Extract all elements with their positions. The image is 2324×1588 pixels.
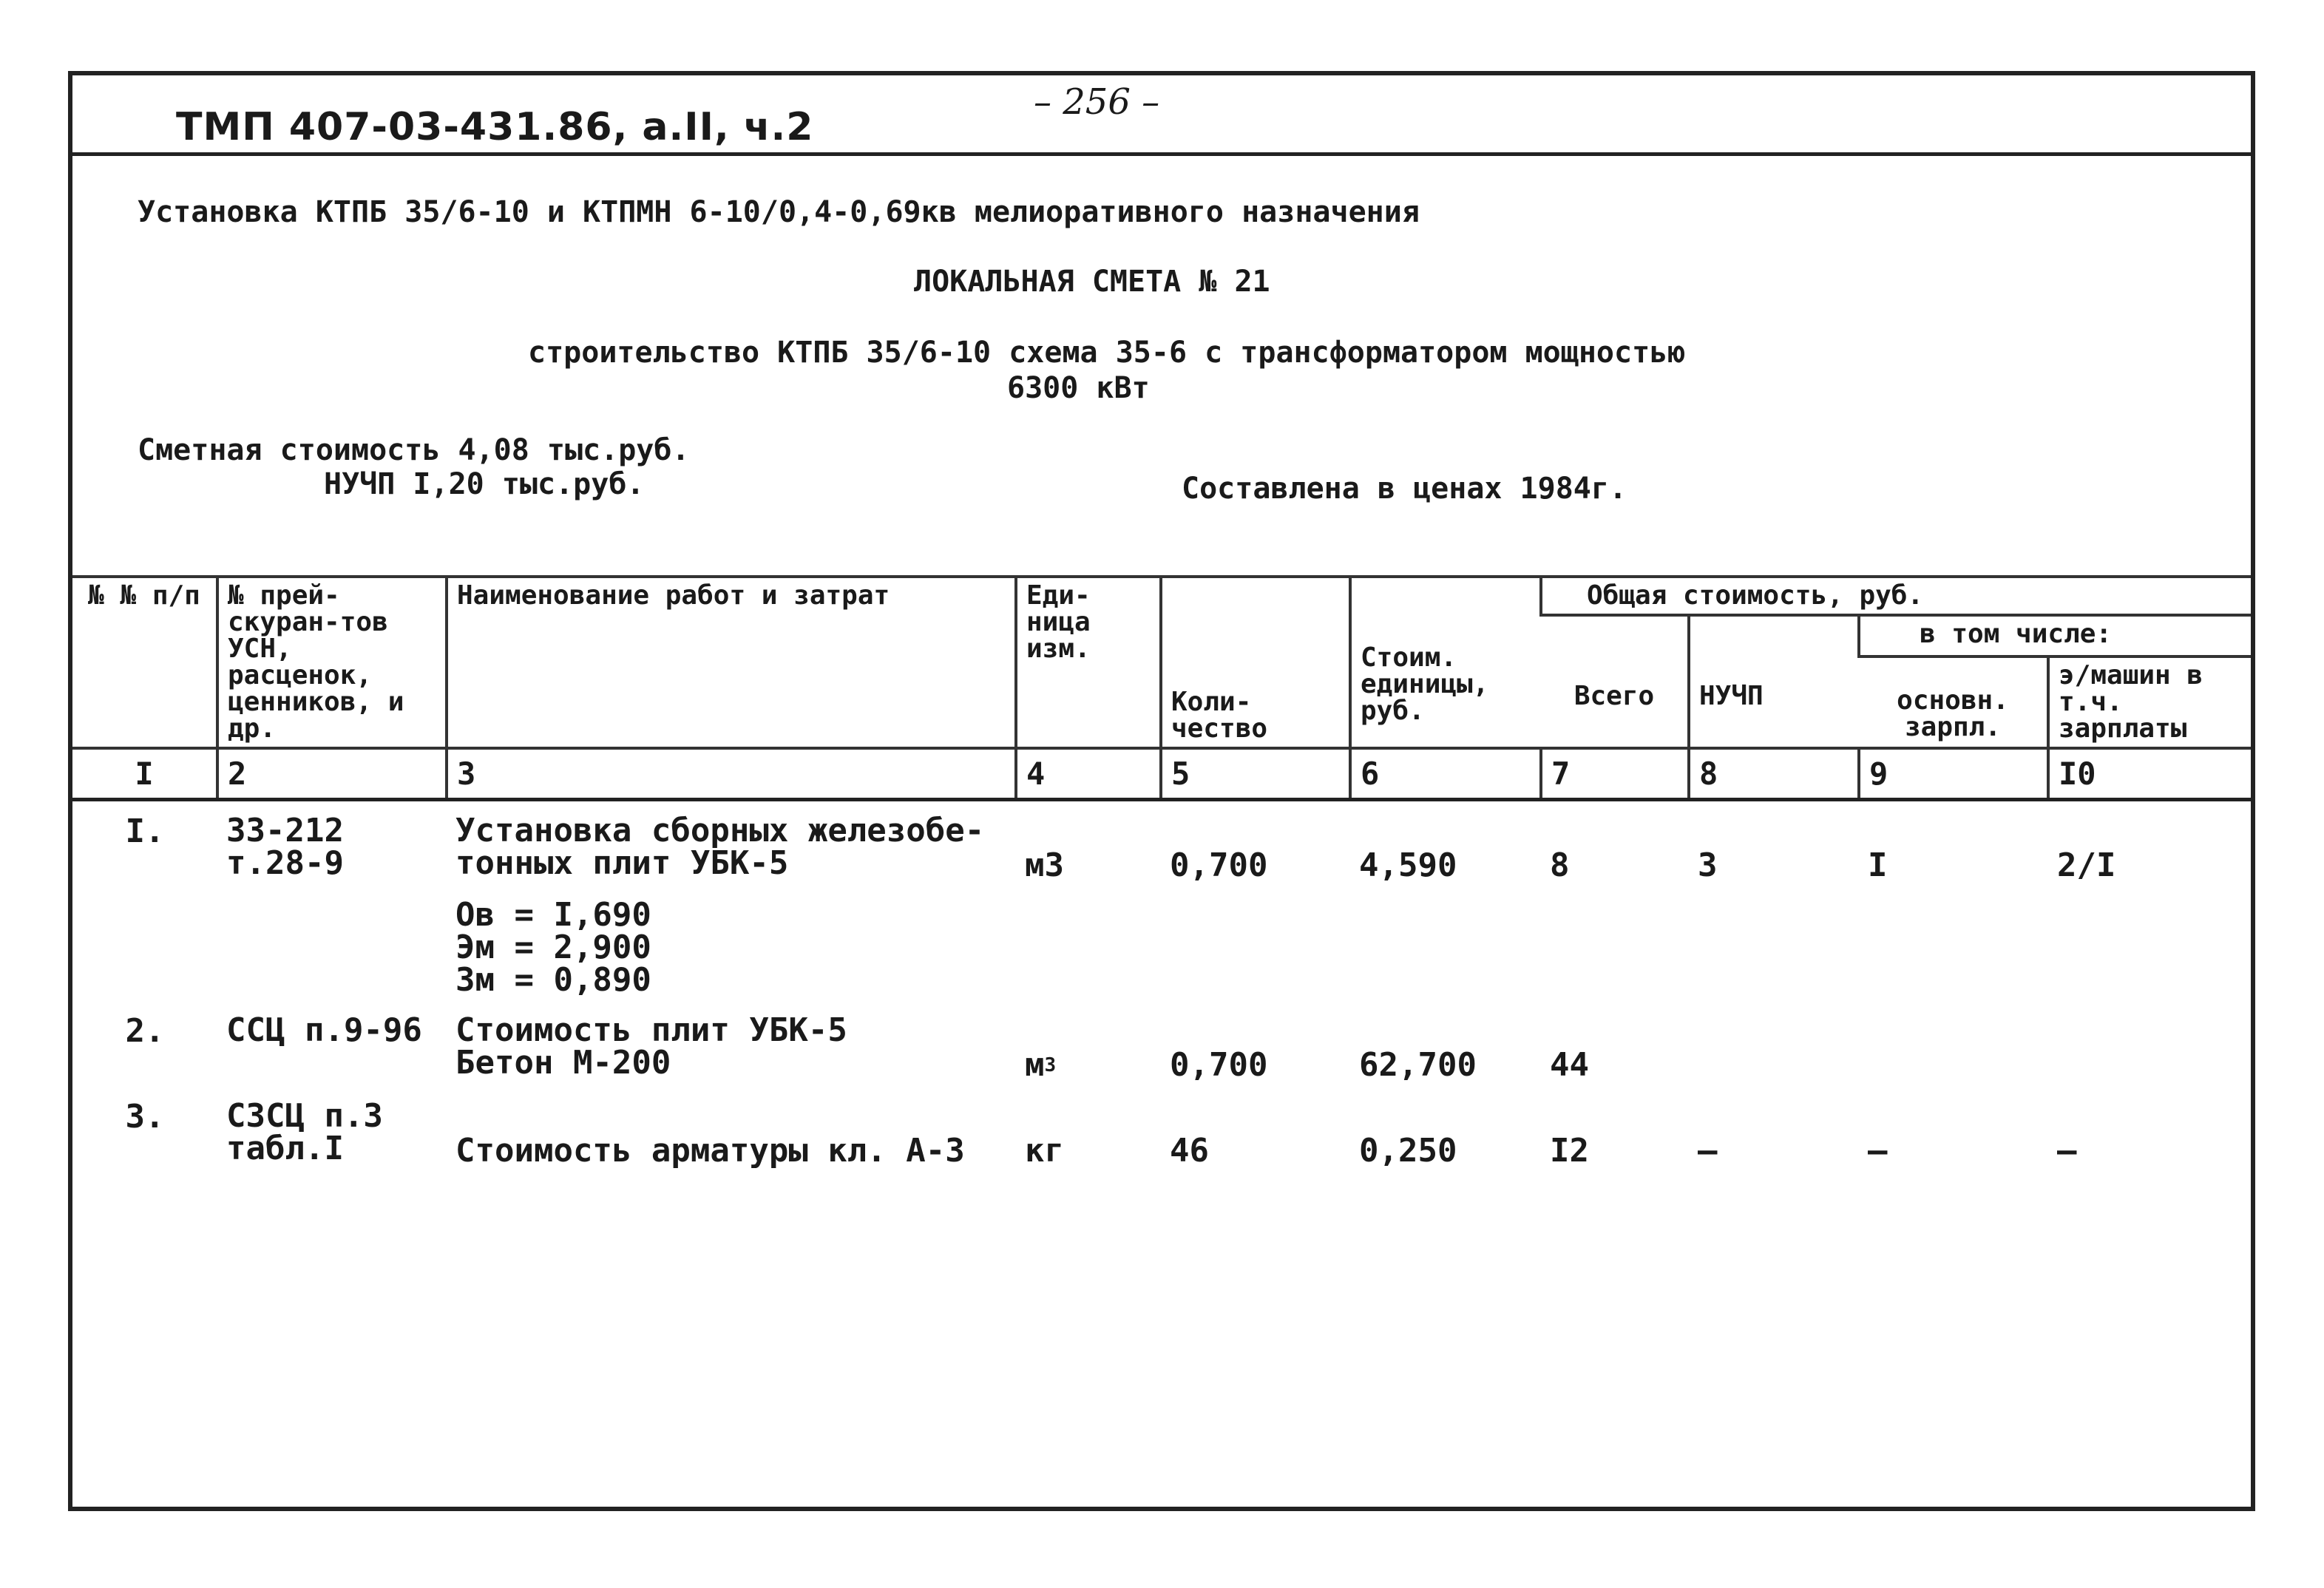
work-name-line: Стоимость плит УБК-5 [455, 1011, 847, 1049]
header-base-wage: основн. зарпл. [1859, 656, 2048, 748]
header-divider [72, 152, 2251, 156]
column-number: I [72, 748, 217, 800]
header-quantity: Коли-чество [1161, 577, 1350, 748]
reference-line: СЗСЦ п.3 [226, 1097, 383, 1135]
header-nuchp: НУЧП [1689, 615, 1859, 748]
reference-line: 33-212 [226, 812, 344, 849]
row-quantity: 46 [1170, 1132, 1209, 1170]
row-machines: – [2057, 1132, 2077, 1170]
header-total-cost-group: Общая стоимость, руб. [1541, 577, 2251, 615]
row-reference [217, 1087, 447, 1173]
row-unit-cost: 62,700 [1359, 1046, 1477, 1084]
row-base-wage: I [1868, 846, 1888, 884]
header-unit-cost: Стоим. единицы, руб. [1350, 577, 1541, 748]
calc-note: Зм = 0,890 [455, 961, 651, 999]
unit-superscript: 3 [1044, 1054, 1057, 1076]
header-reference: № прей-скуран-тов УСН, расценок, ценников, и др. [217, 577, 447, 748]
row-nuchp: – [1698, 1132, 1718, 1170]
reference-line: табл.I [226, 1130, 344, 1167]
header-row-number: № № п/п [72, 577, 217, 748]
row-total: 8 [1550, 846, 1570, 884]
estimated-cost: Сметная стоимость 4,08 тыс.руб. [138, 433, 690, 467]
row-work-name [447, 1001, 1016, 1087]
row-unit: м3 [1025, 846, 1064, 884]
row-unit [1016, 1001, 1161, 1087]
table-row [72, 1001, 2251, 1087]
row-quantity: 0,700 [1170, 1046, 1268, 1084]
row-unit: кг [1025, 1132, 1064, 1170]
column-number: 7 [1541, 748, 1689, 800]
work-name-line: Бетон М-200 [455, 1044, 671, 1082]
unit-text: м [1025, 1046, 1045, 1084]
estimated-cost-nuchp: НУЧП I,20 тыс.руб. [324, 467, 645, 501]
work-name-line: тонных плит УБК-5 [455, 844, 789, 882]
row-number: I. [125, 812, 165, 850]
row-nuchp: 3 [1698, 846, 1718, 884]
header-total: Всего [1541, 615, 1689, 748]
document-sheet [68, 71, 2255, 1511]
column-number: 5 [1161, 748, 1350, 800]
header-unit: Еди-ница изм. [1016, 577, 1161, 748]
row-work-name: Стоимость арматуры кл. А-3 [455, 1132, 965, 1170]
row-reference [217, 800, 447, 1002]
table-row [72, 1087, 2251, 1173]
row-number: 2. [125, 1012, 165, 1050]
row-number: 3. [125, 1098, 165, 1136]
column-number: 4 [1016, 748, 1161, 800]
estimate-title: Установка КТПБ 35/6-10 и КТПМН 6-10/0,4-0,69кв мелиоративного назначения [138, 195, 1420, 229]
header-work-name: Наименование работ и затрат [447, 577, 1016, 748]
row-unit-cost: 0,250 [1359, 1132, 1457, 1170]
column-number: 3 [447, 748, 1016, 800]
document-code: ТМП 407-03-431.86, а.II, ч.2 [176, 105, 814, 149]
row-unit-cost: 4,590 [1359, 846, 1457, 884]
column-number: I0 [2048, 748, 2251, 800]
calc-note: Ов = I,690 [455, 896, 651, 934]
row-quantity: 0,700 [1170, 846, 1268, 884]
table-row [72, 800, 2251, 1002]
column-number: 6 [1350, 748, 1541, 800]
calc-note: Эм = 2,900 [455, 929, 651, 966]
row-machines: 2/I [2057, 846, 2116, 884]
row-reference [217, 1001, 447, 1087]
header-including-group: в том числе: [1859, 615, 2251, 656]
price-basis: Составлена в ценах 1984г. [1182, 472, 1627, 506]
header-machines: э/машин в т.ч. зарплаты [2048, 656, 2251, 748]
estimate-subtitle: строительство КТПБ 35/6-10 схема 35-6 с трансформатором мощностью [528, 336, 1686, 370]
column-number: 9 [1859, 748, 2048, 800]
estimate-number: ЛОКАЛЬНАЯ СМЕТА № 21 [914, 265, 1270, 299]
reference-line: ССЦ п.9-96 [226, 1011, 422, 1049]
row-work-name [447, 800, 1016, 1002]
column-number: 2 [217, 748, 447, 800]
work-name-line: Установка сборных железобе- [455, 812, 985, 849]
row-total: I2 [1550, 1132, 1589, 1170]
estimate-table [72, 575, 2251, 1173]
column-number: 8 [1689, 748, 1859, 800]
row-total: 44 [1550, 1046, 1589, 1084]
row-base-wage: – [1868, 1132, 1888, 1170]
reference-line: т.28-9 [226, 844, 344, 882]
page-number: – 256 – [1034, 81, 1160, 123]
estimate-subtitle-power: 6300 кВт [1007, 371, 1150, 405]
